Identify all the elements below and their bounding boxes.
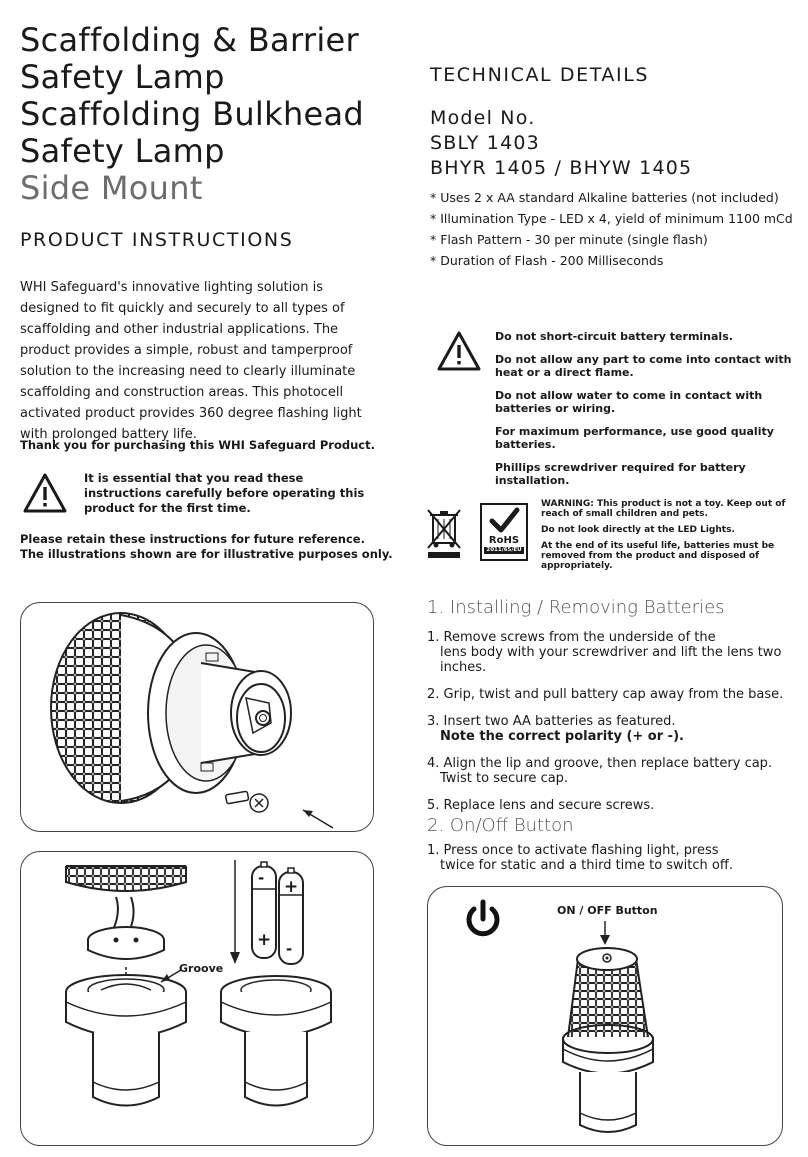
panel-on-off-button — [427, 886, 783, 1146]
spec-list — [430, 187, 793, 271]
title-line: Safety Lamp — [20, 132, 225, 170]
step-text: 4. Align the lip and groove, then replace battery cap. — [427, 756, 773, 771]
title-line: Scaffolding Bulkhead — [20, 95, 365, 133]
retain-text: Please retain these instructions for future reference. — [20, 532, 365, 546]
essential-text: It is essential that you read these instructions carefully before operating this product for the first time. — [84, 471, 365, 515]
section-2-heading: 2. On/Off Button — [427, 815, 574, 836]
model-number: BHYR 1405 / BHYW 1405 — [430, 157, 693, 179]
section-1-heading: 1. Installing / Removing Batteries — [427, 597, 725, 618]
warning-list — [495, 330, 795, 497]
step-item — [427, 630, 807, 675]
model-number: SBLY 1403 — [430, 132, 540, 154]
title-subtitle: Side Mount — [20, 169, 203, 207]
model-block — [430, 106, 692, 181]
model-label: Model No. — [430, 107, 536, 129]
warning-triangle-icon — [436, 330, 482, 372]
warning-item: Do not allow any part to come into contact with heat or a direct flame. — [495, 353, 792, 379]
step-text: 5. Replace lens and secure screws. — [427, 798, 655, 813]
lamp-top-illustration — [428, 887, 783, 1146]
illustrative-text: The illustrations shown are for illustrative purposes only. — [20, 547, 393, 561]
warning-item: Phillips screwdriver required for battery installation. — [495, 461, 746, 487]
groove-label: Groove — [179, 962, 224, 975]
step-text-bold: Note the correct polarity (+ or -). — [440, 729, 684, 744]
warning-small-item: Do not look directly at the LED Lights. — [541, 525, 735, 535]
product-instructions-heading: PRODUCT INSTRUCTIONS — [20, 229, 294, 251]
battery-base-illustration — [21, 852, 374, 1146]
warning-item: Do not short-circuit battery terminals. — [495, 330, 733, 343]
intro-paragraph: WHI Safeguard's innovative lighting solution is designed to fit quickly and securely to all types of scaffolding and other industrial applications. The product provides a simple, robust and tamperproof solution to the increasing need to clearly illuminate scaffolding and construction areas. This photocell activated product provides 360 degree flashing light with prolonged battery life. — [20, 280, 362, 442]
battery-polarity-plus: + — [284, 877, 299, 897]
panel-lamp-side-view — [20, 602, 374, 832]
lamp-side-illustration — [21, 603, 374, 832]
step-text: Twist to secure cap. — [440, 771, 569, 786]
step-text: 1. Press once to activate flashing light, press — [427, 843, 719, 858]
warning-small-item: WARNING: This product is not a toy. Keep out of reach of small children and pets. — [541, 499, 786, 519]
step-item — [427, 714, 807, 744]
spec-item: * Duration of Flash - 200 Milliseconds — [430, 253, 664, 268]
weee-bin-icon — [424, 506, 464, 560]
section-2-steps — [427, 843, 807, 873]
spec-item: * Illumination Type - LED x 4, yield of minimum 1100 mCd — [430, 211, 793, 226]
panel-battery-insertion — [20, 851, 374, 1146]
rohs-badge — [480, 503, 528, 561]
warning-triangle-icon — [22, 472, 68, 514]
spec-item: * Flash Pattern - 30 per minute (single flash) — [430, 232, 708, 247]
spec-item: * Uses 2 x AA standard Alkaline batteries (not included) — [430, 190, 779, 205]
on-off-label: ON / OFF Button — [557, 904, 658, 917]
step-item — [427, 756, 807, 786]
step-text: 1. Remove screws from the underside of the — [427, 630, 716, 645]
step-text: lens body with your screwdriver and lift the lens two inches. — [440, 645, 782, 675]
battery-polarity-minus: - — [258, 869, 265, 887]
thanks-text: Thank you for purchasing this WHI Safeguard Product. — [20, 438, 375, 452]
battery-polarity-plus: + — [257, 930, 272, 950]
step-item — [427, 687, 807, 702]
title-line: Safety Lamp — [20, 58, 225, 96]
retain-notice — [20, 532, 400, 562]
battery-polarity-minus: - — [286, 940, 293, 958]
technical-details-heading: TECHNICAL DETAILS — [430, 64, 650, 86]
step-text: twice for static and a third time to switch off. — [440, 858, 733, 873]
warning-item: For maximum performance, use good quality batteries. — [495, 425, 774, 451]
step-item — [427, 798, 807, 813]
title-line: Scaffolding & Barrier — [20, 21, 359, 59]
rohs-directive: 2011/65/EU — [484, 547, 524, 554]
warning-small-list — [541, 499, 801, 577]
warning-small-item: At the end of its useful life, batteries must be removed from the product and disposed of appropriately. — [541, 541, 775, 571]
checkmark-icon — [482, 505, 526, 535]
step-text: 2. Grip, twist and pull battery cap away from the base. — [427, 687, 784, 702]
document-title — [20, 22, 364, 207]
warning-item: Do not allow water to come in contact with batteries or wiring. — [495, 389, 763, 415]
step-text: 3. Insert two AA batteries as featured. — [427, 714, 676, 729]
rohs-mark: RoHS — [488, 535, 520, 546]
section-1-steps — [427, 630, 807, 825]
